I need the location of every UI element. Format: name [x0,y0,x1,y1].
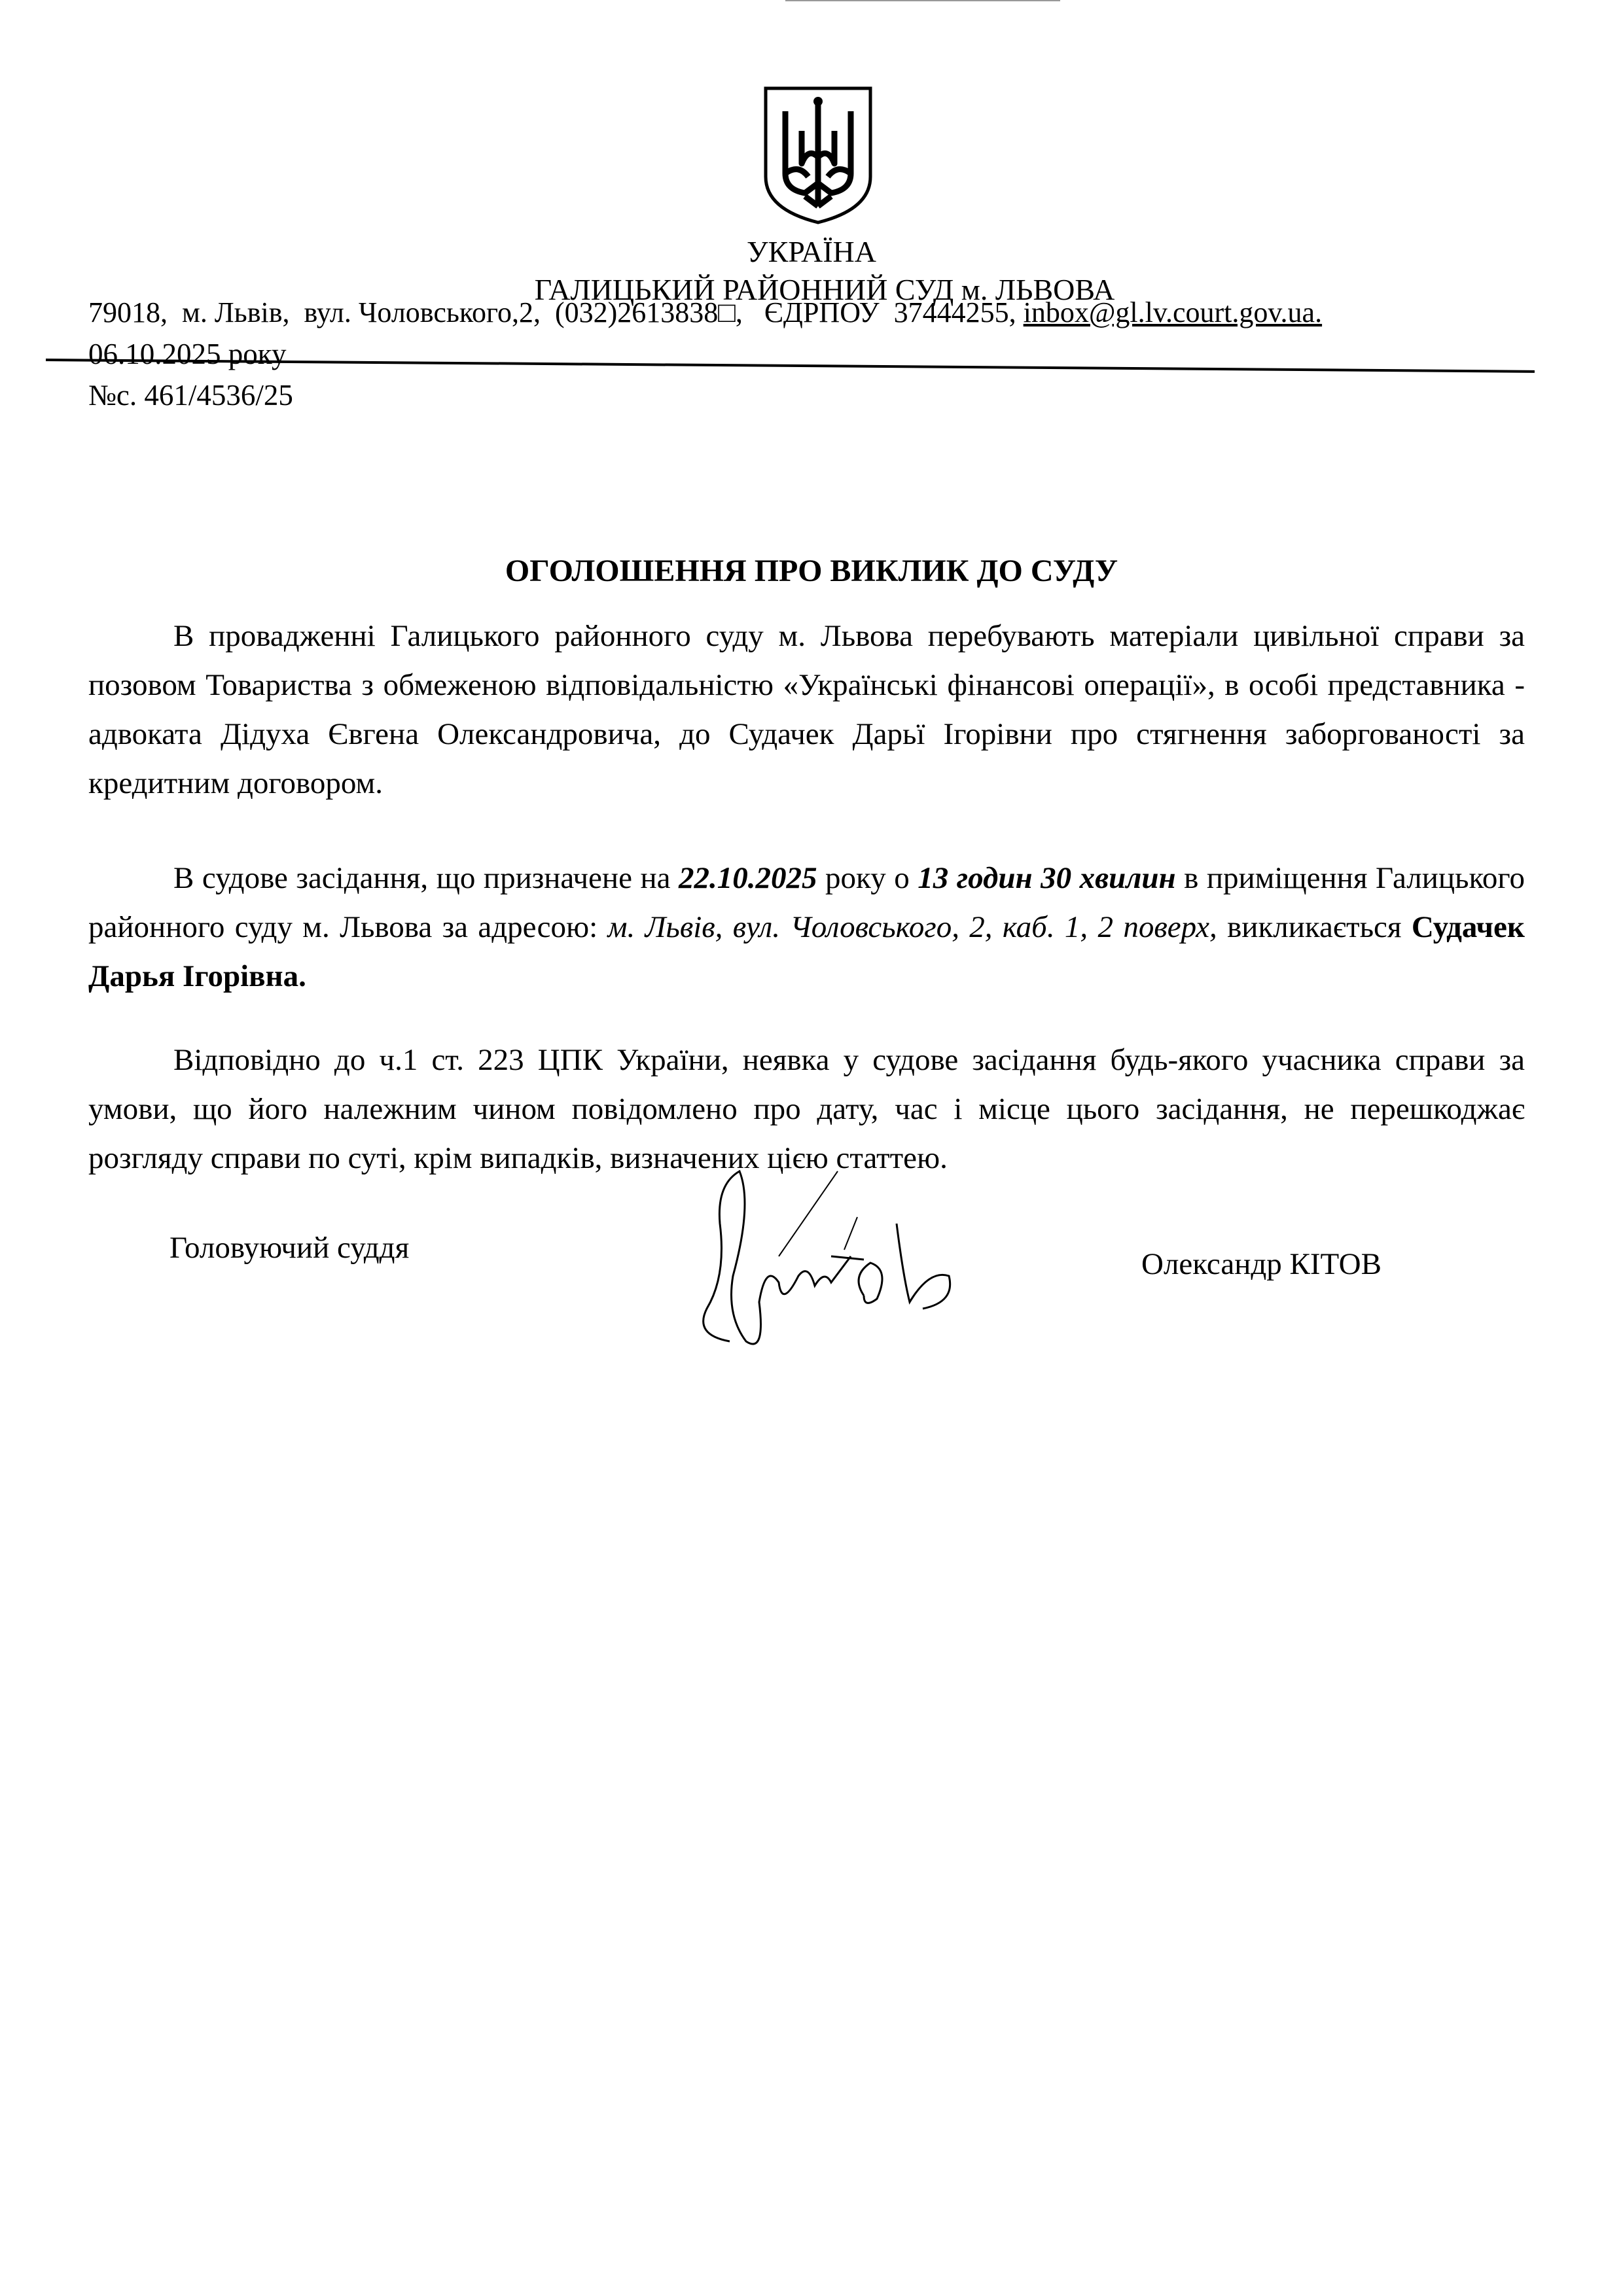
coat-of-arms-icon [759,85,877,226]
summoned-person: Судачек Дарья Ігорівна. [88,910,1525,993]
document-date: 06.10.2025 року [88,338,287,370]
paragraph-3-text: Відповідно до ч.1 ст. 223 ЦПК України, неявка у судове засідання будь-якого учасника справи за умови, що його належним чином повідомлено про дату, час і місце цього засідання, не перешкоджає розгляду справи по суті, крім випадків, визначених цією статтею. [88,1043,1525,1175]
header-address [88,296,1322,329]
hearing-time: 13 годин 30 хвилин [918,861,1176,895]
paragraph-proceedings [88,612,1525,808]
paragraph-1-text: В провадженні Галицького районного суду м. Львова перебувають матеріали цивільної справи за позовом Товариства з обмеженою відповідальністю «Українські фінансові операції», в особі представника - адвоката Дідуха Євгена Олександровича, до Судачек Дарьї Ігорівни про стягнення заборгованості за кредитним договором. [88,619,1525,800]
hearing-address: м. Львів, вул. Чоловського, 2, каб. 1, 2 поверх, [607,910,1217,944]
email-link[interactable]: inbox@gl.lv.court.gov.ua. [1023,296,1323,328]
summons-text: в приміщення Галицького районного суду м. Львова за адресою: [88,861,1525,944]
address-text: 79018, м. Львів, вул. Чоловського,2, (032)2613838□, ЄДРПОУ 37444255, [88,296,1024,328]
paragraph-summons [88,854,1525,1001]
header-court-name: ГАЛИЦЬКИЙ РАЙОННИЙ СУД м. ЛЬВОВА [534,273,1115,306]
summons-text: В судове засідання, що призначене на [173,861,679,895]
judge-name: Олександр КІТОВ [1141,1247,1382,1281]
header-country: УКРАЇНА [747,235,876,268]
signature-role: Головуючий суддя [169,1231,410,1265]
hearing-date: 22.10.2025 [679,861,817,895]
scan-artifact-line [785,0,1060,1]
document-title: ОГОЛОШЕННЯ ПРО ВИКЛИК ДО СУДУ [505,554,1118,588]
summons-text: року о [817,861,918,895]
handwritten-signature [668,1145,995,1361]
summons-text: викликається [1217,910,1412,944]
case-number: №с. 461/4536/25 [88,379,293,412]
